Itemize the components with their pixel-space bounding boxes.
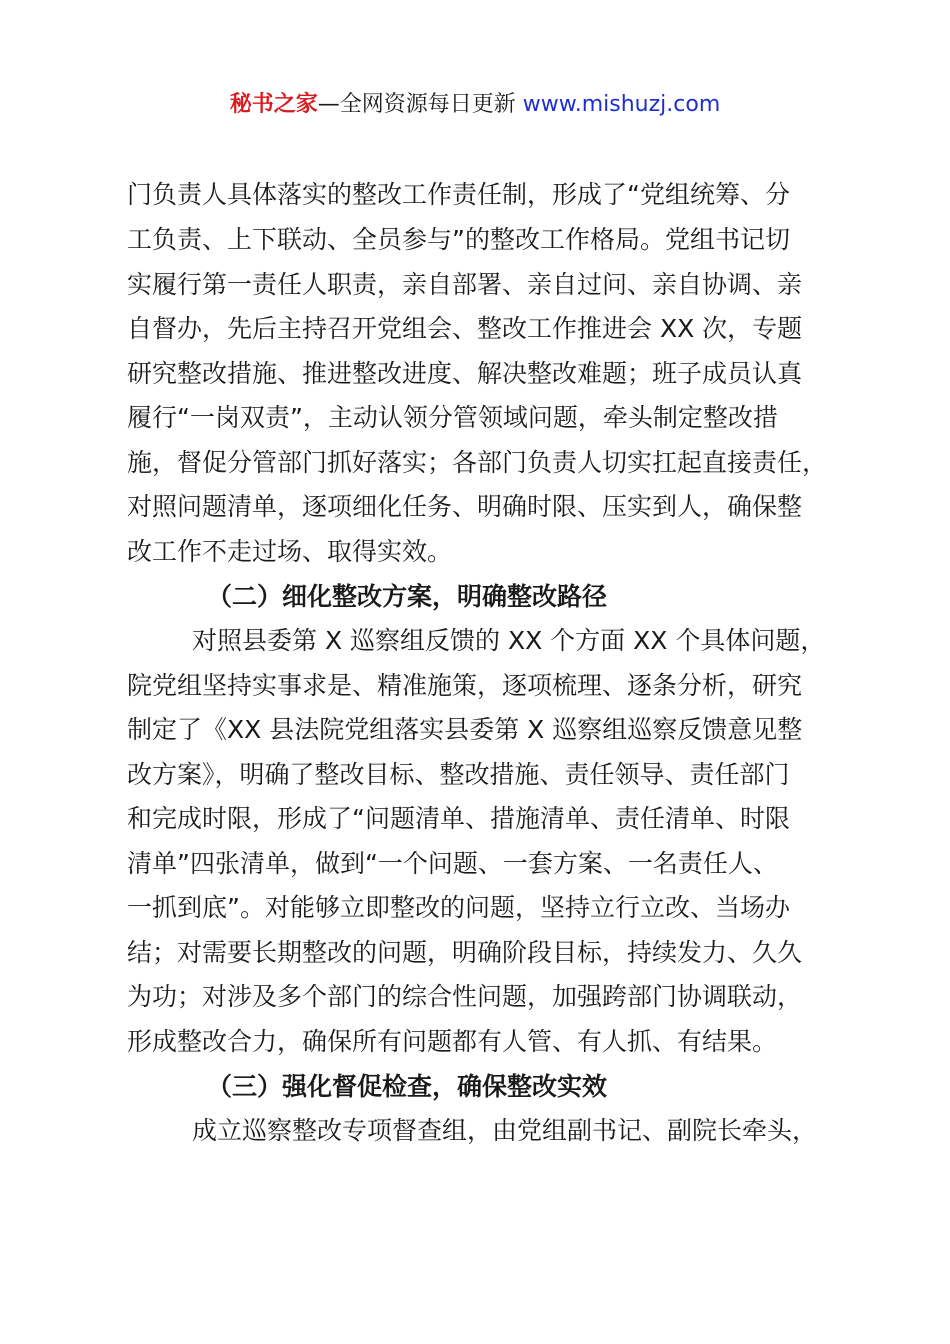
body-line: 自督办，先后主持召开党组会、整改工作推进会 XX 次，专题 <box>127 314 803 343</box>
body-line: 清单”四张清单，做到“一个问题、一套方案、一名责任人、 <box>127 849 778 878</box>
body-line: 施，督促分管部门抓好落实；各部门负责人切实扛起直接责任， <box>127 448 828 477</box>
section-heading: （三）强化督促检查，确保整改实效 <box>207 1072 608 1101</box>
body-line: 对照问题清单，逐项细化任务、明确时限、压实到人，确保整 <box>127 492 803 521</box>
body-line: 对照县委第 X 巡察组反馈的 XX 个方面 XX 个具体问题， <box>192 626 826 655</box>
body-line: 和完成时限，形成了“问题清单、措施清单、责任清单、时限 <box>127 804 790 833</box>
body-line: 实履行第一责任人职责，亲自部署、亲自过问、亲自协调、亲 <box>127 270 803 299</box>
body-line: 院党组坚持实事求是、精准施策，逐项梳理、逐条分析，研究 <box>127 671 803 700</box>
body-line: 制定了《XX 县法院党组落实县委第 X 巡察组巡察反馈意见整 <box>127 715 803 744</box>
header-url[interactable]: www.mishuzj.com <box>522 92 721 117</box>
body-line: 为功；对涉及多个部门的综合性问题，加强跨部门协调联动， <box>127 982 803 1011</box>
body-line: 一抓到底”。对能够立即整改的问题，坚持立行立改、当场办 <box>127 893 790 922</box>
body-line: 履行“一岗双责”，主动认领分管领域问题，牵头制定整改措 <box>127 403 778 432</box>
body-line: 工负责、上下联动、全员参与”的整改工作格局。党组书记切 <box>127 225 790 254</box>
header-tagline: —全网资源每日更新 <box>317 92 523 117</box>
body-line: 结；对需要长期整改的问题，明确阶段目标，持续发力、久久 <box>127 938 803 967</box>
body-line: 门负责人具体落实的整改工作责任制，形成了“党组统筹、分 <box>127 180 790 209</box>
brand-name: 秘书之家 <box>229 92 318 117</box>
body-line: 改工作不走过场、取得实效。 <box>127 537 453 566</box>
section-heading: （二）细化整改方案，明确整改路径 <box>207 582 608 611</box>
body-line: 形成整改合力，确保所有问题都有人管、有人抓、有结果。 <box>127 1027 778 1056</box>
body-line: 研究整改措施、推进整改进度、解决整改难题；班子成员认真 <box>127 359 803 388</box>
body-line: 改方案》，明确了整改目标、整改措施、责任领导、责任部门 <box>127 760 790 789</box>
page-header <box>0 90 950 120</box>
body-line: 成立巡察整改专项督查组，由党组副书记、副院长牵头， <box>192 1116 818 1145</box>
